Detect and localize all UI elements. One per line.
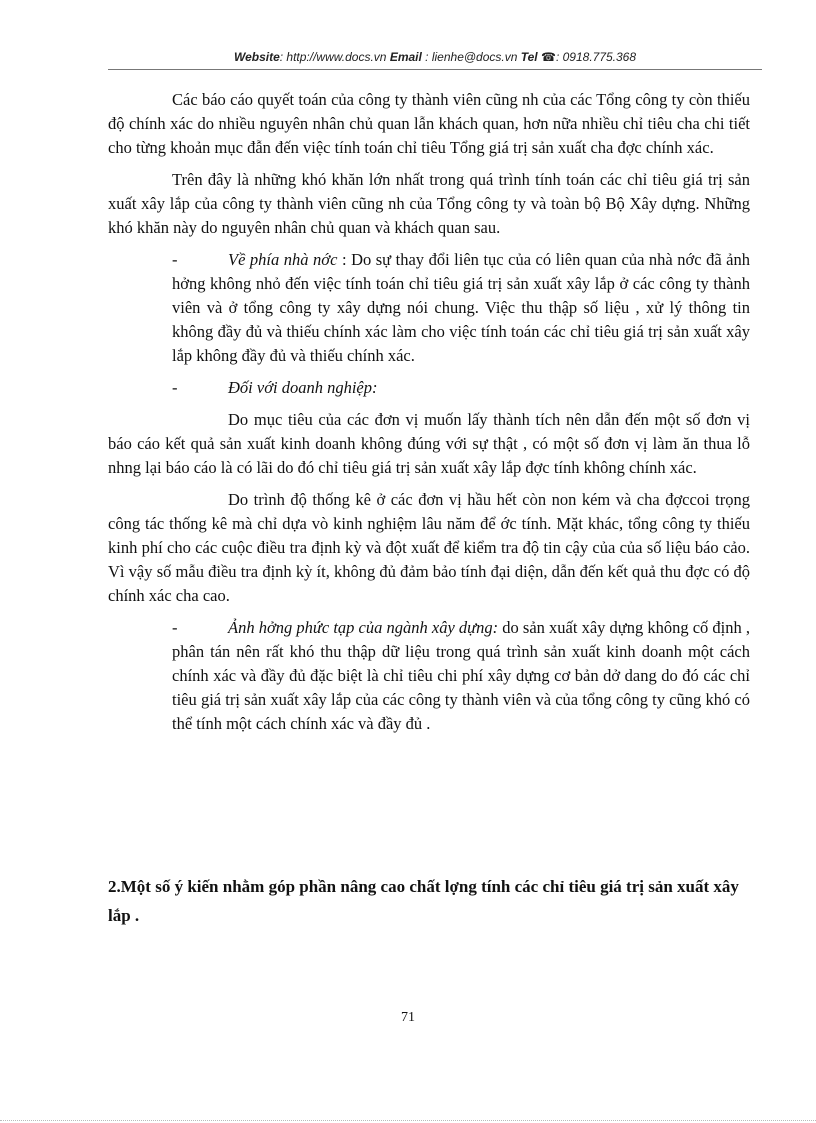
bullet-dash: - — [172, 250, 178, 269]
bullet-text: : Do sự thay đổi liên tục của có liên quan của nhà nớc đã ảnh hởng không nhỏ đến việc tính toán chỉ tiêu giá trị sản xuất xây lắp ở các công ty thành viên và ở tổng công ty xây dựng nói chung. Việc thu thập số liệu , xử lý thông tin không đầy đủ và thiếu chính xác làm cho việc tính toán các chỉ tiêu giá trị sản xuất xây lắp không đầy đủ và thiếu chính xác. — [172, 250, 750, 365]
website-value: : http://www.docs.vn — [279, 50, 387, 64]
paragraph-1: Các báo cáo quyết toán của công ty thành viên cũng nh của các Tổng công ty còn thiếu độ chính xác do nhiều nguyên nhân chủ quan lẫn khách quan, hơn nữa nhiều chỉ tiêu cha chi tiết cho từng khoản mục đẫn đến việc tính toán chỉ tiêu Tổng giá trị sản xuất cha đợc chính xác. — [108, 90, 750, 157]
email-value: : lienhe@docs.vn — [425, 50, 518, 64]
bullet-title: Đối với doanh nghiệp: — [228, 378, 378, 397]
paragraph-6: Do trình độ thống kê ở các đơn vị hầu hết còn non kém và cha đợccoi trọng công tác thống kê mà chỉ dựa vò kinh nghiệm lâu năm để ớc tính. Mặt khác, tổng công ty thiếu kinh phí cho các cuộc điều tra định kỳ và đột xuất để kiểm tra độ tin cậy của của số liệu báo cảo. Vì vậy số mẫu điều tra định kỳ ít, không đủ đảm bảo tính đại diện, dẫn đến kết quả thu đợc có độ chính xác cha cao. — [108, 490, 750, 605]
tel-label: Tel — [520, 50, 538, 64]
bullet-text: do sản xuất xây dựng không cố định , phân tán nên rất khó thu thập dữ liệu trong quá trình sản xuất kinh doanh một cách chính xác và đầy đủ đặc biệt là chỉ tiêu chi phí xây dựng cơ bản dở dang do đó các chỉ tiêu giá trị sản xuất xây lắp của các công ty thành viên và của tổng công ty cũng khó có thể tính một cách chính xác và đầy đủ . — [172, 618, 751, 733]
website-label: Website — [233, 50, 280, 64]
bullet-title: Về phía nhà nớc — [228, 250, 338, 269]
tel-value: : 0918.775.368 — [555, 50, 637, 64]
bullet-dash: - — [172, 378, 178, 397]
paragraph-7 — [108, 616, 750, 736]
page-bottom-divider — [0, 1120, 816, 1121]
page-header — [108, 50, 762, 64]
email-label: Email — [389, 50, 422, 64]
paragraph-4 — [108, 376, 750, 400]
phone-icon: ☎ — [541, 50, 556, 64]
paragraph-3 — [108, 248, 750, 368]
page-number: 71 — [401, 1010, 415, 1025]
bullet-title: Ảnh hởng phức tạp của ngành xây dựng: — [228, 618, 499, 637]
paragraph-5: Do mục tiêu của các đơn vị muốn lấy thành tích nên dẫn đến một số đơn vị báo cáo kết quả sản xuất kinh doanh không đúng với sự thật , có một số đơn vị làm ăn thua lỗ nhng lại báo cáo là có lãi do đó chỉ tiêu giá trị sản xuất xây lắp đợc tính không chính xác. — [108, 410, 750, 477]
section-heading: 2.Một số ý kiến nhằm góp phần nâng cao chất lợng tính các chỉ tiêu giá trị sản xuất xây lắp . — [108, 877, 739, 925]
header-divider — [108, 69, 762, 70]
paragraph-2: Trên đây là những khó khăn lớn nhất trong quá trình tính toán các chỉ tiêu giá trị sản xuất xây lắp của công ty thành viên cũng nh của Tổng công ty và toàn bộ Bộ Xây dựng. Những khó khăn này do nguyên nhân chủ quan và khách quan sau. — [108, 170, 750, 237]
document-body — [108, 88, 750, 744]
bullet-dash: - — [172, 618, 178, 637]
